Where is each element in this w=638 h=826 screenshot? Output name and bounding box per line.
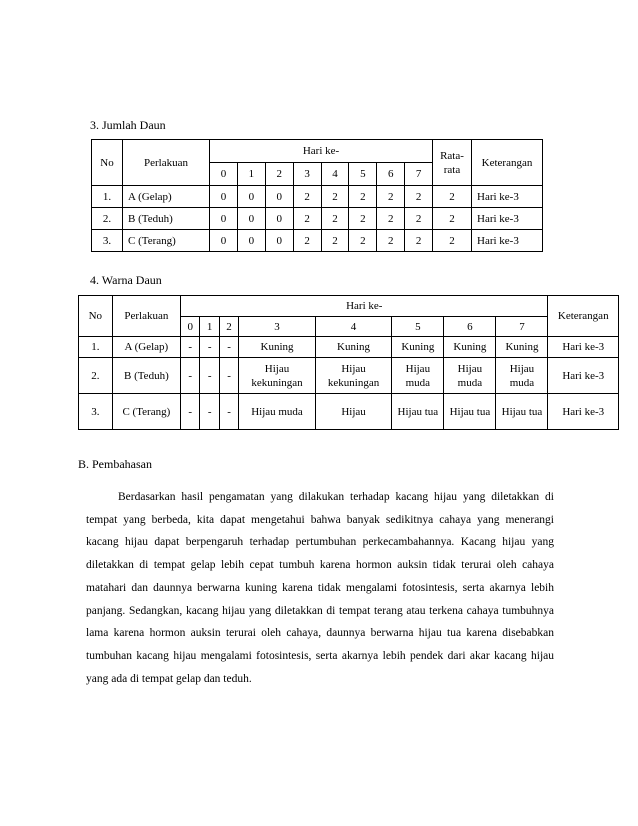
day-header: 4 xyxy=(321,163,349,186)
day-header: 7 xyxy=(496,317,548,337)
day-header: 6 xyxy=(377,163,405,186)
cell: - xyxy=(181,394,200,430)
cell: 0 xyxy=(265,186,293,208)
day-header: 0 xyxy=(210,163,238,186)
cell: Hijau muda xyxy=(444,358,496,394)
row-keterangan: Hari ke-3 xyxy=(548,358,619,394)
row-keterangan: Hari ke-3 xyxy=(472,208,543,230)
header-hari: Hari ke- xyxy=(181,296,548,317)
cell: 0 xyxy=(237,186,265,208)
cell: 0 xyxy=(210,208,238,230)
cell: 2 xyxy=(349,230,377,252)
row-perlakuan: B (Teduh) xyxy=(112,358,180,394)
section-4-title: 4. Warna Daun xyxy=(90,273,162,287)
pembahasan-title: B. Pembahasan xyxy=(78,457,152,471)
cell: 2 xyxy=(349,208,377,230)
cell: Kuning xyxy=(496,337,548,358)
cell: 0 xyxy=(265,208,293,230)
header-perlakuan: Perlakuan xyxy=(112,296,180,337)
header-perlakuan: Perlakuan xyxy=(123,140,210,186)
header-rata: Rata-rata xyxy=(433,140,472,186)
row-keterangan: Hari ke-3 xyxy=(548,337,619,358)
cell: 2 xyxy=(377,186,405,208)
row-perlakuan: A (Gelap) xyxy=(112,337,180,358)
cell: 0 xyxy=(237,208,265,230)
jumlah-daun-table xyxy=(91,139,543,252)
cell: 0 xyxy=(210,186,238,208)
cell: 2 xyxy=(377,230,405,252)
cell: Hijau tua xyxy=(444,394,496,430)
row-perlakuan: A (Gelap) xyxy=(123,186,210,208)
cell: - xyxy=(219,358,238,394)
cell: Hijau muda xyxy=(392,358,444,394)
header-hari: Hari ke- xyxy=(210,140,433,163)
day-header: 5 xyxy=(392,317,444,337)
table-row xyxy=(92,186,543,208)
row-no: 3. xyxy=(79,394,113,430)
row-rata: 2 xyxy=(433,230,472,252)
row-no: 2. xyxy=(92,208,123,230)
day-header: 2 xyxy=(219,317,238,337)
cell: 2 xyxy=(405,230,433,252)
cell: Kuning xyxy=(315,337,392,358)
row-no: 3. xyxy=(92,230,123,252)
cell: 0 xyxy=(265,230,293,252)
pembahasan-body xyxy=(86,486,554,690)
warna-daun-table xyxy=(78,295,619,430)
row-no: 1. xyxy=(79,337,113,358)
day-header: 3 xyxy=(293,163,321,186)
cell: Hijau muda xyxy=(496,358,548,394)
section-3-title: 3. Jumlah Daun xyxy=(90,118,166,132)
row-rata: 2 xyxy=(433,186,472,208)
row-no: 1. xyxy=(92,186,123,208)
cell: Kuning xyxy=(239,337,316,358)
table-row xyxy=(79,337,619,358)
cell: 2 xyxy=(377,208,405,230)
day-header: 7 xyxy=(405,163,433,186)
cell: Hijau kekuningan xyxy=(239,358,316,394)
day-header: 2 xyxy=(265,163,293,186)
cell: Hijau kekuningan xyxy=(315,358,392,394)
cell: 2 xyxy=(405,186,433,208)
cell: Hijau xyxy=(315,394,392,430)
day-header: 6 xyxy=(444,317,496,337)
table-row xyxy=(79,358,619,394)
table-row xyxy=(92,208,543,230)
day-header: 1 xyxy=(237,163,265,186)
day-header: 3 xyxy=(239,317,316,337)
cell: 0 xyxy=(237,230,265,252)
cell: Kuning xyxy=(392,337,444,358)
cell: 2 xyxy=(293,230,321,252)
header-no: No xyxy=(92,140,123,186)
row-keterangan: Hari ke-3 xyxy=(472,230,543,252)
table-row xyxy=(79,394,619,430)
row-perlakuan: B (Teduh) xyxy=(123,208,210,230)
row-perlakuan: C (Terang) xyxy=(112,394,180,430)
day-header: 4 xyxy=(315,317,392,337)
day-header: 5 xyxy=(349,163,377,186)
cell: - xyxy=(200,337,219,358)
cell: Kuning xyxy=(444,337,496,358)
row-keterangan: Hari ke-3 xyxy=(548,394,619,430)
cell: 2 xyxy=(293,208,321,230)
cell: 2 xyxy=(349,186,377,208)
pembahasan-paragraph: Berdasarkan hasil pengamatan yang dilakukan terhadap kacang hijau yang diletakkan di tempat yang berbeda, kita dapat mengetahui bahwa banyak sedikitnya cahaya yang menerangi kacang hijau dapat berpengaruh terhadap pertumbuhan perkecambahannya. Kacang hijau yang diletakkan di tempat gelap lebih cepat tumbuh karena hormon auksin tidak terurai oleh cahaya matahari dan daunnya berwarna kuning karena tidak mengalami fotosintesis, serta akarnya lebih panjang. Sedangkan, kacang hijau yang diletakkan di tempat terang atau terkena cahaya tumbuhnya lama karena hormon auksin terurai oleh cahaya, daunnya berwarna hijau tua karena disebabkan tumbuhan kacang hijau mengalami fotosintesis, serta akarnya lebih pendek dari akar kacang hijau yang ada di tempat gelap dan teduh. xyxy=(86,491,554,685)
cell: - xyxy=(200,358,219,394)
cell: Hijau tua xyxy=(392,394,444,430)
row-rata: 2 xyxy=(433,208,472,230)
cell: Hijau muda xyxy=(239,394,316,430)
header-keterangan: Keterangan xyxy=(472,140,543,186)
cell: 2 xyxy=(321,208,349,230)
cell: 2 xyxy=(321,186,349,208)
cell: 2 xyxy=(293,186,321,208)
table-row xyxy=(92,230,543,252)
cell: - xyxy=(181,358,200,394)
row-perlakuan: C (Terang) xyxy=(123,230,210,252)
cell: 0 xyxy=(210,230,238,252)
row-keterangan: Hari ke-3 xyxy=(472,186,543,208)
cell: - xyxy=(200,394,219,430)
header-keterangan: Keterangan xyxy=(548,296,619,337)
cell: - xyxy=(181,337,200,358)
day-header: 0 xyxy=(181,317,200,337)
cell: Hijau tua xyxy=(496,394,548,430)
cell: - xyxy=(219,337,238,358)
header-no: No xyxy=(79,296,113,337)
row-no: 2. xyxy=(79,358,113,394)
day-header: 1 xyxy=(200,317,219,337)
cell: - xyxy=(219,394,238,430)
cell: 2 xyxy=(405,208,433,230)
cell: 2 xyxy=(321,230,349,252)
